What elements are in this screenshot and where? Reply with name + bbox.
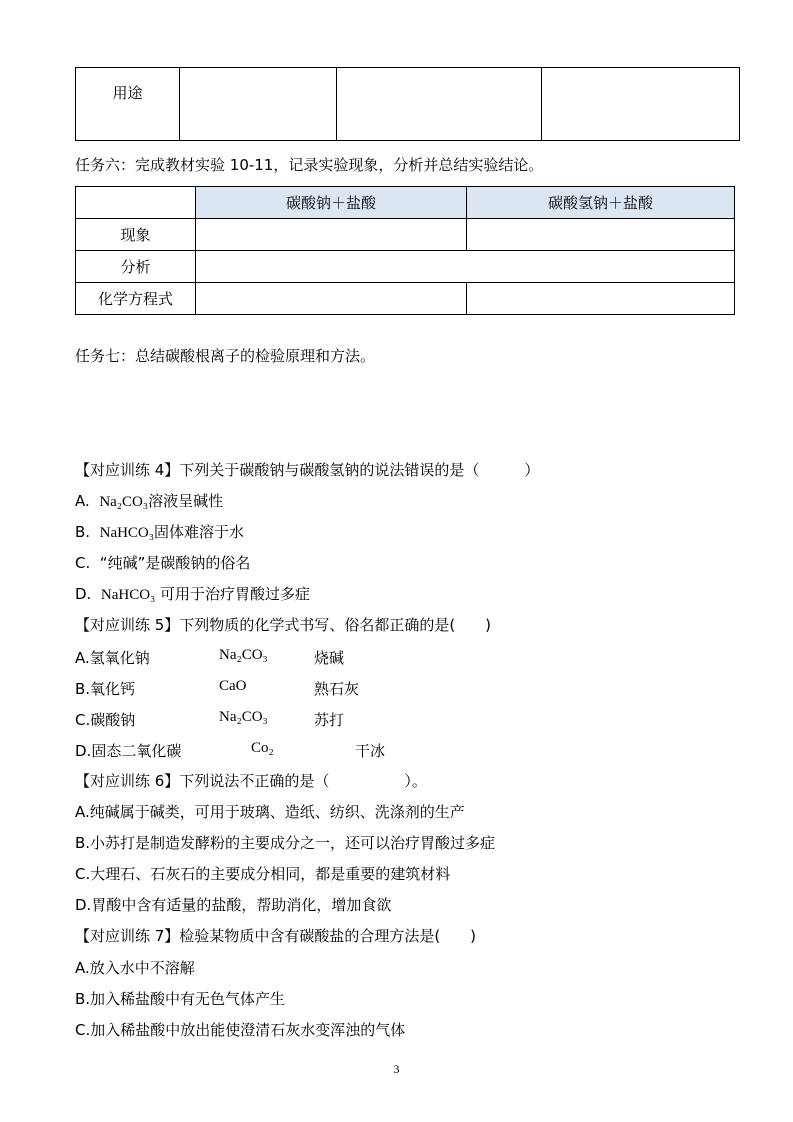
col-header-na2co3: 碳酸钠＋盐酸 [196,187,467,219]
ex4-option-b: B. NaHCO₃固体难溶于水 [75,523,245,541]
ex5-row-a-common: 烧碱 [314,649,345,667]
experiment-table [75,186,735,315]
cell-equation-1 [196,283,467,315]
usage-table [75,67,740,141]
cell-equation-2 [467,283,735,315]
ex6-question: 【对应训练 6】下列说法不正确的是（ ）。 [75,772,427,790]
ex5-row-b-name: B.氧化钙 [75,680,136,698]
ex5-row-c-common: 苏打 [314,711,345,729]
row-label-phenomenon: 现象 [76,219,196,251]
cell-phenomenon-1 [196,219,467,251]
ex4-question: 【对应训练 4】下列关于碳酸钠与碳酸氢钠的说法错误的是（ ） [75,461,540,479]
usage-cell-1 [180,68,337,141]
task6-title: 任务六：完成教材实验 10-11，记录实验现象，分析并总结实验结论。 [75,156,544,174]
ex5-row-d-formula: Co₂ [251,740,274,756]
ex5-row-d-common: 干冰 [355,742,386,760]
ex7-option-c: C.加入稀盐酸中放出能使澄清石灰水变浑浊的气体 [75,1021,406,1039]
ex5-row-d-name: D.固态二氧化碳 [75,742,182,760]
ex5-row-a-formula: Na₂CO₃ [219,647,268,663]
ex6-option-b: B.小苏打是制造发酵粉的主要成分之一，还可以治疗胃酸过多症 [75,834,496,852]
ex6-option-d: D.胃酸中含有适量的盐酸，帮助消化，增加食欲 [75,896,392,914]
ex5-row-c-formula: Na₂CO₃ [219,709,268,725]
usage-row-label: 用途 [76,68,180,141]
ex4-option-d: D. NaHCO₃ 可用于治疗胃酸过多症 [75,585,311,603]
corner-cell [76,187,196,219]
page-number: 3 [393,1062,400,1076]
ex5-question: 【对应训练 5】下列物质的化学式书写、俗名都正确的是( ) [75,616,492,634]
usage-cell-2 [337,68,542,141]
ex7-question: 【对应训练 7】检验某物质中含有碳酸盐的合理方法是( ) [75,927,477,945]
ex6-option-c: C.大理石、石灰石的主要成分相同，都是重要的建筑材料 [75,865,451,883]
row-label-analysis: 分析 [76,251,196,283]
col-header-nahco3: 碳酸氢钠＋盐酸 [467,187,735,219]
cell-analysis [196,251,735,283]
ex4-option-c: C. “纯碱”是碳酸钠的俗名 [75,554,251,572]
ex5-row-a-name: A.氢氧化钠 [75,649,150,667]
ex6-option-a: A.纯碱属于碱类，可用于玻璃、造纸、纺织、洗涤剂的生产 [75,803,465,821]
task7-title: 任务七：总结碳酸根离子的检验原理和方法。 [75,347,376,365]
row-label-equation: 化学方程式 [76,283,196,315]
cell-phenomenon-2 [467,219,735,251]
usage-cell-3 [542,68,740,141]
ex5-row-b-common: 熟石灰 [314,680,360,698]
ex5-row-b-formula: CaO [219,678,247,694]
ex7-option-b: B.加入稀盐酸中有无色气体产生 [75,990,286,1008]
ex5-row-c-name: C.碳酸钠 [75,711,136,729]
ex4-option-a: A. Na₂CO₃溶液呈碱性 [75,492,224,510]
ex7-option-a: A.放入水中不溶解 [75,959,195,977]
